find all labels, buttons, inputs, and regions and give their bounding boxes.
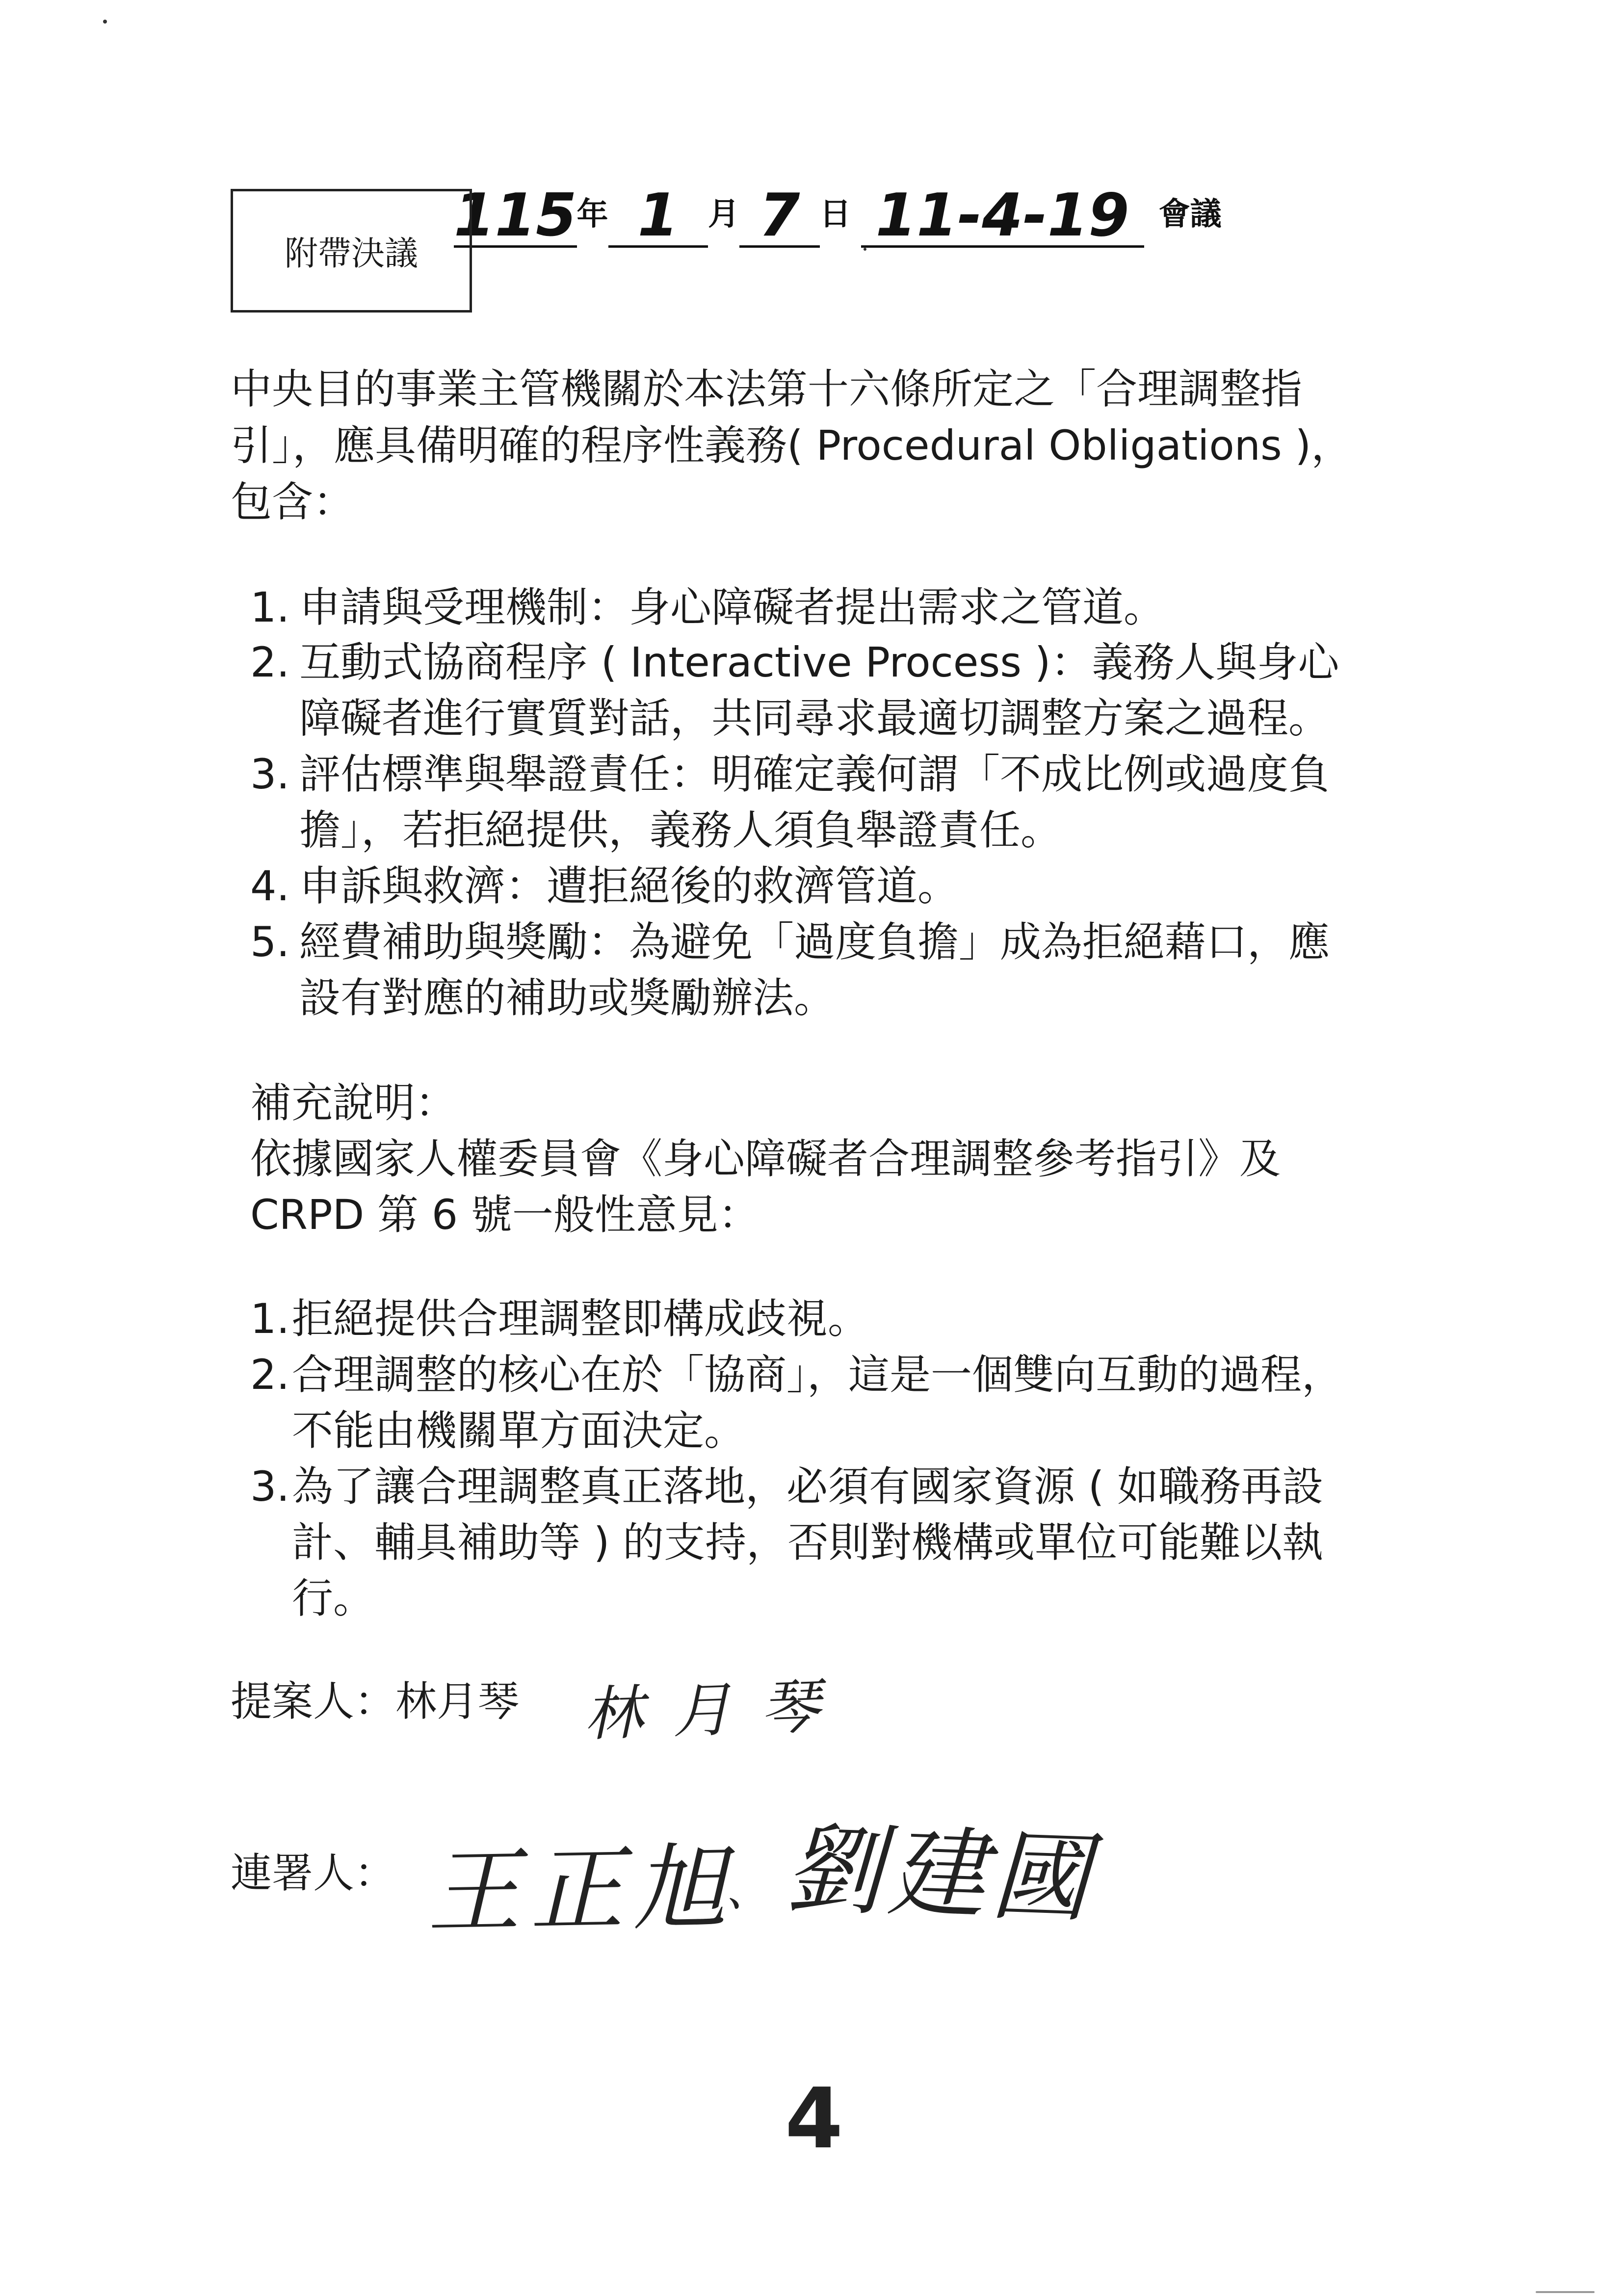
scan-speck xyxy=(864,248,866,251)
obligation-line: 擔」，若拒絕提供，義務人須負舉證責任。 xyxy=(299,806,1062,854)
meeting-date-stamp xyxy=(454,155,1222,248)
cosigners-label: 連署人： xyxy=(231,1849,396,1897)
obligation-line: 申請與受理機制：身心障礙者提出需求之管道。 xyxy=(299,583,1165,631)
year-value: 115 xyxy=(454,182,577,250)
point-line: 合理調整的核心在於「協商」，這是一個雙向互動的過程， xyxy=(292,1351,1343,1399)
signature-separator: 、 xyxy=(726,1865,770,1916)
meeting-label: 會議 xyxy=(1158,196,1222,233)
meeting-number: 11-4-19 xyxy=(861,186,1144,248)
point-line: 行。 xyxy=(292,1574,375,1622)
proposer-label: 提案人：林月琴 xyxy=(231,1677,520,1725)
obligation-line: 經費補助與獎勵：為避免「過度負擔」成為拒絕藉口，應 xyxy=(299,918,1330,966)
supplement-line-1: 依據國家人權委員會《身心障礙者合理調整參考指引》及 xyxy=(250,1135,1281,1183)
obligation-number: 2. xyxy=(250,638,290,686)
obligation-number: 3. xyxy=(250,750,290,798)
point-line: 計、輔具補助等 ) 的支持，否則對機構或單位可能難以執 xyxy=(292,1518,1324,1566)
intro-line-2: 引」，應具備明確的程序性義務( Procedural Obligations )， xyxy=(231,421,1353,470)
resolution-tag-text: 附帶決議 xyxy=(284,234,418,273)
day-value: 7 xyxy=(739,186,820,248)
supplement-heading: 補充說明： xyxy=(250,1079,457,1127)
obligation-line: 障礙者進行實質對話，共同尋求最適切調整方案之過程。 xyxy=(299,694,1330,742)
day-unit: 日 xyxy=(819,196,851,233)
resolution-tag xyxy=(231,189,472,313)
scan-speck xyxy=(103,20,107,24)
obligation-number: 5. xyxy=(250,918,290,966)
intro-line-3: 包含： xyxy=(231,478,355,526)
point-line: 為了讓合理調整真正落地，必須有國家資源 ( 如職務再設 xyxy=(292,1462,1324,1511)
point-number: 1. xyxy=(250,1295,290,1343)
obligation-number: 1. xyxy=(250,583,290,631)
obligation-line: 互動式協商程序 ( Interactive Process )：義務人與身心 xyxy=(299,638,1339,686)
cosigner-signature-2: 劉建國 xyxy=(783,1812,1096,1937)
intro-line-1: 中央目的事業主管機關於本法第十六條所定之「合理調整指 xyxy=(231,365,1303,413)
obligation-line: 設有對應的補助或獎勵辦法。 xyxy=(299,974,836,1022)
month-value: 1 xyxy=(608,186,708,248)
point-line: 不能由機關單方面決定。 xyxy=(292,1407,746,1455)
obligation-line: 評估標準與舉證責任：明確定義何謂「不成比例或過度負 xyxy=(299,750,1330,798)
page-number: 4 xyxy=(785,2070,843,2167)
point-number: 3. xyxy=(250,1462,290,1511)
year-unit: 年 xyxy=(576,196,608,233)
scan-edge-mark xyxy=(1536,2291,1595,2293)
proposer-signature: 林月琴 xyxy=(583,1671,850,1749)
supplement-line-2: CRPD 第 6 號一般性意見： xyxy=(250,1191,760,1239)
month-unit: 月 xyxy=(708,196,739,233)
point-number: 2. xyxy=(250,1351,290,1399)
obligation-number: 4. xyxy=(250,862,290,910)
cosigner-signature-1: 王正旭 xyxy=(426,1833,737,1947)
point-line: 拒絕提供合理調整即構成歧視。 xyxy=(292,1295,869,1343)
obligation-line: 申訴與救濟：遭拒絕後的救濟管道。 xyxy=(299,862,959,910)
